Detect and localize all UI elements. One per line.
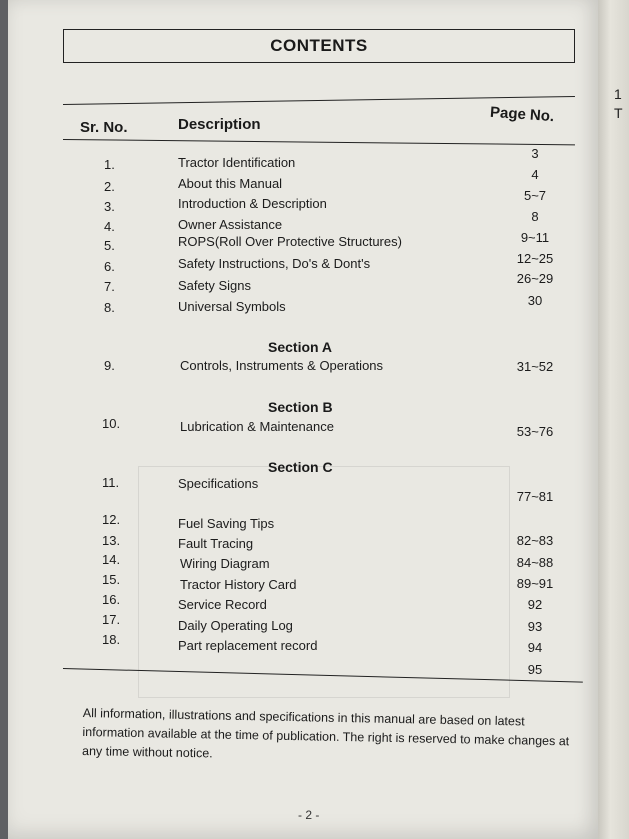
row-number: 2. — [104, 179, 115, 194]
row-page: 5~7 — [523, 188, 547, 203]
row-page: 84~88 — [516, 555, 554, 570]
row-number: 15. — [102, 572, 121, 587]
row-number: 4. — [104, 219, 115, 234]
page-no-header: Page No. — [489, 103, 555, 126]
row-number: 8. — [104, 300, 115, 315]
row-description: ROPS(Roll Over Protective Structures) — [178, 234, 402, 249]
row-description: Daily Operating Log — [178, 618, 293, 633]
row-page: 94 — [527, 640, 543, 655]
row-description: Introduction & Description — [178, 196, 327, 211]
row-page: 93 — [527, 619, 543, 634]
row-description: Controls, Instruments & Operations — [180, 358, 384, 373]
row-description: Safety Instructions, Do's & Dont's — [178, 256, 371, 271]
row-description: Specifications — [178, 476, 259, 491]
row-page: 3 — [531, 146, 539, 161]
row-page: 12~25 — [516, 251, 554, 266]
adjacent-page-edge — [598, 0, 629, 839]
row-page: 89~91 — [516, 576, 554, 591]
row-page: 9~11 — [520, 230, 550, 245]
row-number: 6. — [104, 259, 115, 274]
sr-no-header: Sr. No. — [80, 119, 128, 136]
row-number: 9. — [104, 358, 115, 373]
row-number: 12. — [102, 512, 121, 527]
row-number: 13. — [102, 533, 121, 548]
section-b-heading: Section B — [268, 399, 333, 415]
row-description: Safety Signs — [178, 278, 251, 293]
row-number: 3. — [104, 199, 115, 214]
section-c-heading: Section C — [268, 459, 333, 475]
page-title: CONTENTS — [63, 29, 575, 63]
row-number: 16. — [102, 592, 121, 607]
row-page: 26~29 — [516, 271, 554, 286]
row-page: 4 — [531, 167, 539, 182]
row-page: 53~76 — [516, 424, 554, 439]
header-bottom-rule — [63, 139, 575, 145]
row-page: 31~52 — [516, 359, 554, 374]
description-header: Description — [178, 116, 261, 133]
row-description: Lubrication & Maintenance — [180, 419, 334, 434]
manual-page — [8, 0, 598, 839]
edge-fragment: T — [614, 105, 623, 121]
row-page: 95 — [527, 662, 543, 677]
row-description: Fuel Saving Tips — [178, 516, 275, 531]
row-number: 5. — [104, 238, 115, 253]
row-description: Service Record — [178, 597, 267, 612]
row-number: 18. — [102, 632, 121, 647]
row-page: 82~83 — [516, 533, 554, 548]
row-description: About this Manual — [178, 176, 283, 191]
row-description: Fault Tracing — [178, 536, 254, 551]
row-number: 1. — [104, 157, 115, 172]
edge-fragment: 1 — [614, 86, 622, 102]
row-number: 7. — [104, 279, 115, 294]
disclaimer-text: All information, illustrations and specifications in this manual are based on latest information available at the time of publication. The right is reserved to make changes at any time without notice. — [81, 705, 570, 761]
row-description: Tractor History Card — [180, 577, 297, 592]
row-page: 30 — [527, 293, 543, 308]
page-number: - 2 - — [298, 808, 320, 822]
row-page: 92 — [527, 597, 543, 612]
row-description: Universal Symbols — [178, 299, 286, 314]
row-number: 14. — [102, 552, 121, 567]
row-page: 77~81 — [516, 489, 554, 504]
row-description: Owner Assistance — [178, 217, 283, 232]
row-page: 8 — [531, 209, 539, 224]
row-description: Part replacement record — [178, 638, 318, 653]
row-description: Tractor Identification — [178, 155, 296, 170]
section-a-heading: Section A — [268, 339, 333, 355]
row-number: 11. — [102, 475, 120, 490]
row-number: 10. — [102, 416, 121, 431]
row-number: 17. — [102, 612, 121, 627]
row-description: Wiring Diagram — [180, 556, 270, 571]
